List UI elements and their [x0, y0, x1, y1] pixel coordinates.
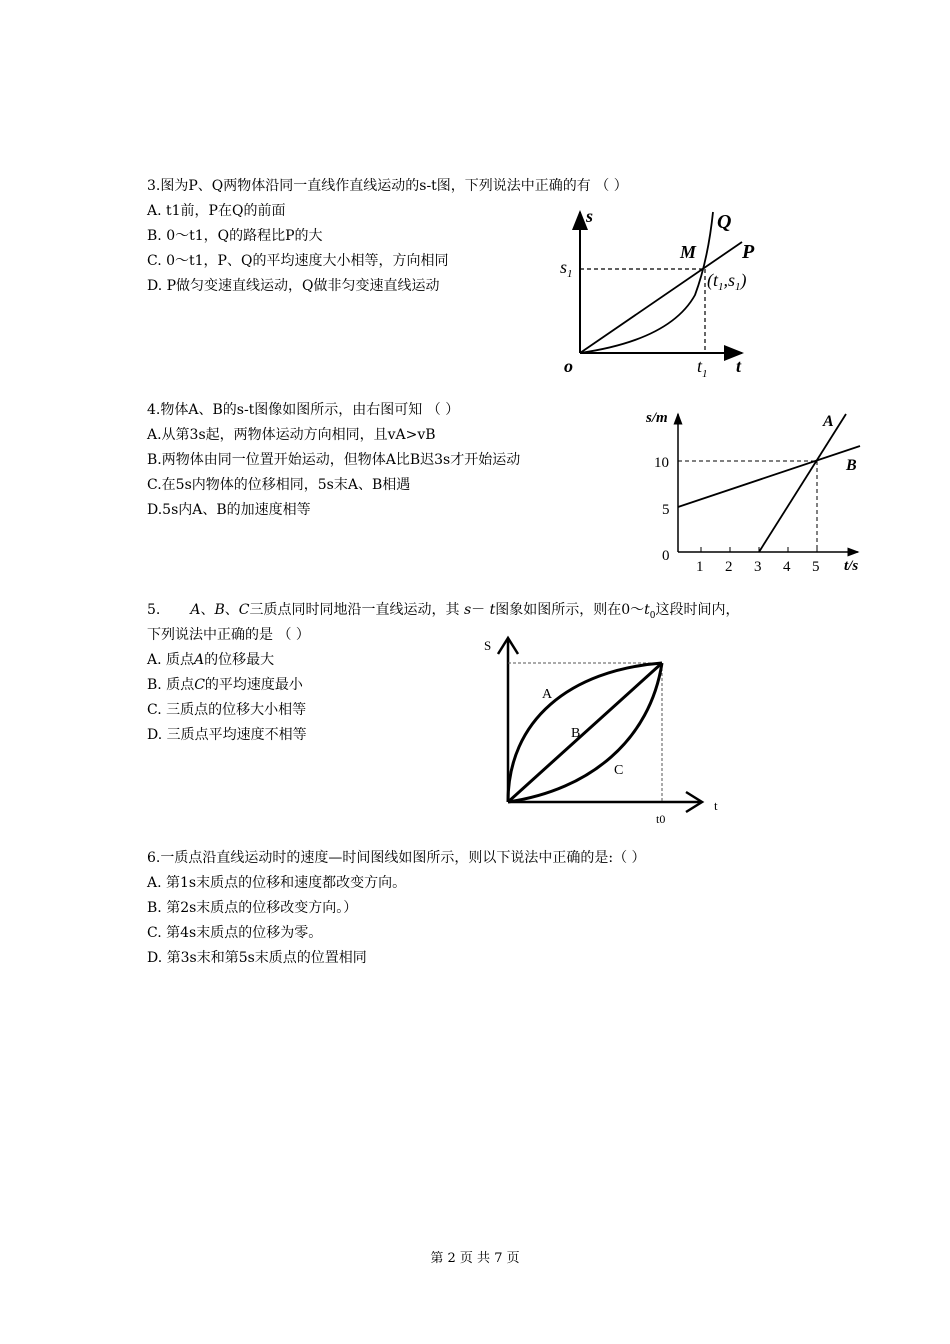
- q4-line-a-label: A: [823, 413, 834, 430]
- q5-option-c: C. 三质点的位移大小相等: [147, 702, 307, 718]
- q5-stem: 5. A、B、C三质点同时同地沿一直线运动，其 s－ t图象如图所示，则在$0\sim t_0$这段时间内，: [147, 602, 740, 621]
- q4-y-label: s/m: [646, 410, 668, 426]
- q3-option-a: A. t1前，P在Q的前面: [147, 203, 286, 219]
- q3-x-label: t: [736, 356, 742, 376]
- q3-option-c: C. 0～t1，P、Q的平均速度大小相等，方向相同: [147, 253, 449, 269]
- q4-ytick-0: 0: [662, 548, 670, 564]
- q5-option-a: A. 质点A的位移最大: [147, 652, 275, 668]
- q3-t1-label: $t_1$: [697, 356, 708, 380]
- q5-tick-t0: t0: [656, 812, 666, 826]
- q6-option-d: D. 第3s末和第5s末质点的位置相同: [147, 950, 367, 966]
- q4-x-label: t/s: [844, 558, 859, 574]
- q4-line-a: [759, 414, 846, 552]
- q3-point-coord: $(t_1,s_1)$: [707, 270, 747, 293]
- page-footer: 第 2 页 共 7 页: [430, 1251, 520, 1266]
- q3-option-b: B. 0～t1，Q的路程比P的大: [147, 228, 323, 244]
- q4-xtick-3: 3: [754, 559, 762, 575]
- q3-option-d: D. P做匀变速直线运动，Q做非匀变速直线运动: [147, 278, 440, 294]
- q5-st-graph: [480, 630, 740, 830]
- q3-curve-q-label: Q: [717, 211, 732, 233]
- q3-line-p: [580, 242, 742, 353]
- q5-x-label: t: [714, 798, 718, 813]
- q4-xtick-5: 5: [812, 559, 820, 575]
- q6-stem: 6.一质点沿直线运动时的速度—时间图线如图所示，则以下说法中正确的是:（ ）: [147, 850, 646, 866]
- q3-st-graph: [550, 200, 780, 385]
- q4-option-d: D.5s内A、B的加速度相等: [147, 502, 311, 518]
- q4-option-b: B.两物体由同一位置开始运动，但物体A比B迟3s才开始运动: [147, 452, 521, 468]
- q4-line-b-label: B: [846, 457, 857, 474]
- q4-option-c: C.在5s内物体的位移相同，5s末A、B相遇: [147, 477, 411, 493]
- q5-curve-c-label: C: [614, 763, 624, 778]
- q4-xtick-1: 1: [696, 559, 704, 575]
- q5-curve-a-label: A: [542, 687, 553, 702]
- q5-stem-2: 下列说法中正确的是 （ ）: [147, 627, 310, 643]
- q6-option-a: A. 第1s末质点的位移和速度都改变方向。: [147, 875, 407, 891]
- q3-point-m: M: [680, 242, 697, 262]
- q6-option-c: C. 第4s末质点的位移为零。: [147, 925, 323, 941]
- q4-xtick-2: 2: [725, 559, 733, 575]
- q5-line-b-label: B: [571, 726, 581, 741]
- q4-stem: 4.物体A、B的s-t图像如图所示，由右图可知 （ ）: [147, 402, 460, 418]
- q3-stem: 3.图为P、Q两物体沿同一直线作直线运动的s-t图，下列说法中正确的有 （ ）: [147, 178, 628, 194]
- q4-line-b: [678, 446, 860, 507]
- q3-y-label: s: [586, 206, 594, 226]
- q5-option-b: B. 质点C的平均速度最小: [147, 677, 303, 693]
- q4-xtick-4: 4: [783, 559, 791, 575]
- q4-st-graph: [640, 400, 870, 580]
- q4-ytick-5: 5: [662, 502, 670, 518]
- q3-origin: o: [564, 356, 573, 376]
- q3-s1-label: $s_1$: [560, 257, 573, 280]
- q5-line-b: [508, 663, 662, 802]
- q5-option-d: D. 三质点平均速度不相等: [147, 727, 307, 743]
- q3-line-p-label: P: [742, 241, 755, 263]
- q4-option-a: A.从第3s起，两物体运动方向相同，且vA>vB: [147, 427, 436, 443]
- q5-y-label: S: [484, 638, 492, 653]
- q6-option-b: B. 第2s末质点的位移改变方向。）: [147, 900, 358, 916]
- q3-curve-q: [580, 212, 713, 353]
- q4-ytick-10: 10: [654, 455, 669, 471]
